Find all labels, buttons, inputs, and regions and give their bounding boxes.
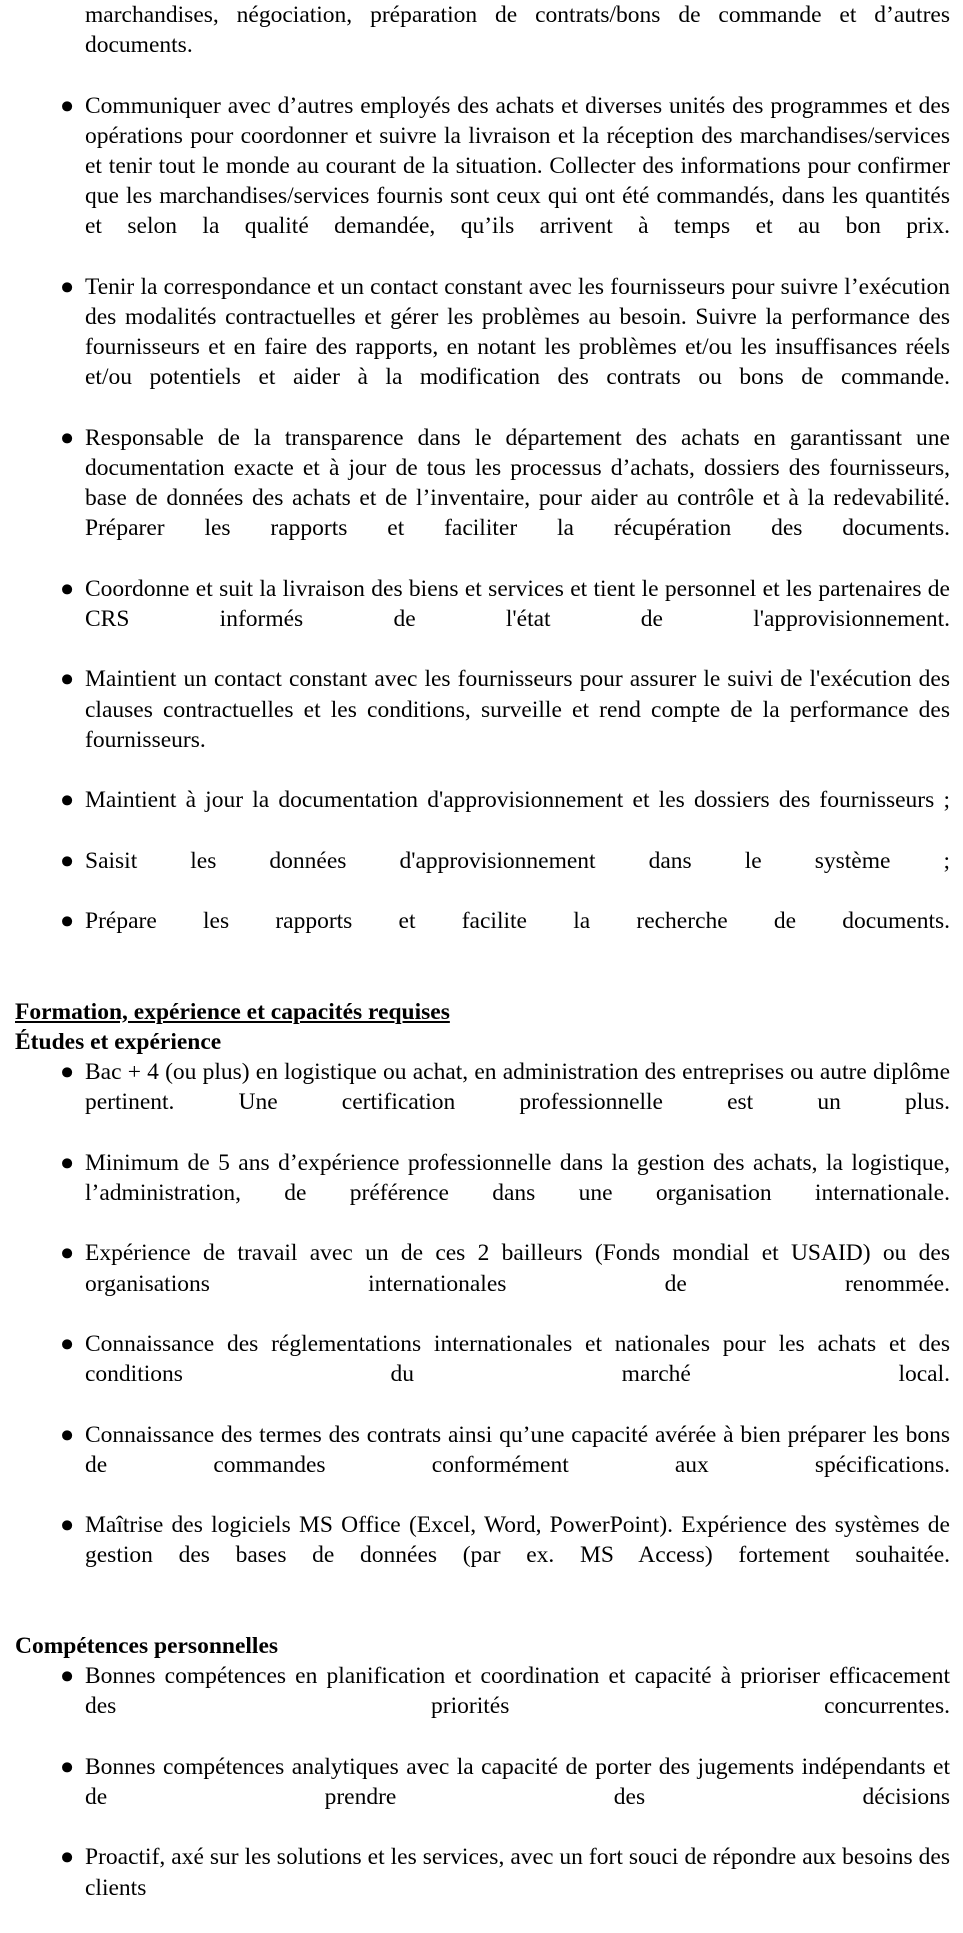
list-item [15,1329,950,1420]
list-item-text: Bonnes compétences en planification et coordination et capacité à prioriser efficacement des priorités concurrentes. [85,1663,950,1720]
list-item-text: Saisit les données d'approvisionnement dans le système ; [85,847,950,874]
list-item [15,423,950,574]
list-item-text: Responsable de la transparence dans le département des achats en garantissant une documentation exacte et à jour de tous les processus d’achats, dossiers des fournisseurs, base de données des achats et de l’inventaire, pour aider au contrôle et à la redevabilité. Préparer les rapports et faciliter la récupération des documents. [85,424,950,542]
qualifications-list [15,1057,950,1601]
bullet-icon: ● [60,273,75,300]
list-item [15,272,950,423]
section-spacer [15,967,950,997]
bullet-icon: ● [60,666,75,693]
list-item [15,906,950,966]
bullet-icon: ● [60,1844,75,1871]
bullet-icon: ● [60,1059,75,1086]
bullet-icon: ● [60,1753,75,1780]
bullet-icon: ● [60,847,75,874]
list-item [15,1420,950,1511]
list-item-text: Tenir la correspondance et un contact constant avec les fournisseurs pour suivre l’exécution des modalités contractuelles et gérer les problèmes au besoin. Suivre la performance des fournisseurs et en faire des rapports, en notant les problèmes et/ou les insuffisances réels et/ou potentiels et aider à la modification des contrats ou bons de commande. [85,273,950,391]
personal-skills-list [15,1661,950,1933]
list-item-text: Maintient un contact constant avec les fournisseurs pour assurer le suivi de l'exécution des clauses contractuelles et les conditions, surveille et rend compte de la performance des fournisseurs. [85,666,950,753]
bullet-icon: ● [60,1330,75,1357]
list-item-text: Maîtrise des logiciels MS Office (Excel, Word, PowerPoint). Expérience des systèmes de gestion des bases de données (par ex. MS Access) fortement souhaitée. [85,1512,950,1569]
list-item-text: Communiquer avec d’autres employés des achats et diverses unités des programmes et des opérations pour coordonner et suivre la livraison et la réception des marchandises/services et tenir tout le monde au courant de la situation. Collecter des informations pour confirmer que les marchandises/services fournis sont ceux qui ont été commandés, dans les quantités et selon la qualité demandée, qu’ils arrivent à temps et au bon prix. [85,92,950,240]
list-item-text: Prépare les rapports et facilite la recherche de documents. [85,908,950,935]
section-spacer [15,1601,950,1631]
subsection-heading-education: Études et expérience [15,1028,222,1055]
responsibilities-list [15,91,950,967]
list-item-text: Bonnes compétences analytiques avec la capacité de porter des jugements indépendants et de prendre des décisions [85,1753,950,1810]
list-item [15,574,950,665]
bullet-icon: ● [60,908,75,935]
bullet-icon: ● [60,1240,75,1267]
list-item-text: Minimum de 5 ans d’expérience professionnelle dans la gestion des achats, la logistique, l’administration, de préférence dans une organisation internationale. [85,1149,950,1206]
bullet-icon: ● [60,424,75,451]
list-item [15,1057,950,1148]
list-item-text: Expérience de travail avec un de ces 2 bailleurs (Fonds mondial et USAID) ou des organisations internationales de renommée. [85,1240,950,1297]
list-item [15,91,950,272]
list-item [15,1661,950,1752]
bullet-icon: ● [60,575,75,602]
list-item-text: Connaissance des termes des contrats ainsi qu’une capacité avérée à bien préparer les bons de commandes conformément aux spécifications. [85,1421,950,1478]
section-heading-qualifications: Formation, expérience et capacités requises [15,998,450,1025]
list-item [15,664,950,785]
continuation-paragraph: marchandises, négociation, préparation de contrats/bons de commande et d’autres documents. [85,2,950,59]
bullet-icon: ● [60,1663,75,1690]
list-item-text: Connaissance des réglementations internationales et nationales pour les achats et des conditions du marché local. [85,1330,950,1388]
document-body [15,0,950,1933]
list-item [15,785,950,845]
list-item [15,1752,950,1843]
list-item [15,1148,950,1239]
bullet-icon: ● [60,1149,75,1176]
list-item [15,1510,950,1601]
bullet-icon: ● [60,1421,75,1448]
list-item-text: Bac + 4 (ou plus) en logistique ou achat, en administration des entreprises ou autre diplôme pertinent. Une certification professionnelle est un plus. [85,1059,950,1116]
list-item [15,1842,950,1933]
list-item-text: Coordonne et suit la livraison des biens et services et tient le personnel et les partenaires de CRS informés de l'état de l'approvisionnement. [85,575,950,633]
list-item-text: Maintient à jour la documentation d'approvisionnement et les dossiers des fournisseurs ; [85,787,950,814]
list-item [15,846,950,906]
bullet-icon: ● [60,787,75,814]
bullet-icon: ● [60,92,75,119]
bullet-icon: ● [60,1512,75,1539]
section-heading-personal-skills: Compétences personnelles [15,1632,279,1659]
list-item [15,1238,950,1329]
list-item-text: Proactif, axé sur les solutions et les services, avec un fort souci de répondre aux besoins des clients [85,1844,950,1901]
